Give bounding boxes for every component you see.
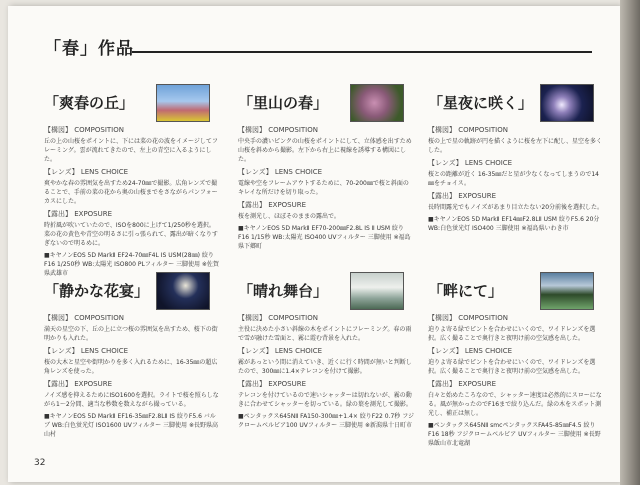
lens-label: 【レンズ】 LENS CHOICE [238,168,323,176]
work-title: 「晴れ舞台」 [238,282,329,300]
camera-meta: ■キヤノンEOS 5D MarkⅡ EF16-35㎜F2.8LⅡ IS 絞りF5.6 バルブ WB:白色蛍光灯 ISO1600 UVフィルター 三脚使用 ※長野県高山村 [44,413,218,438]
exposure-label: 【露出】 EXPOSURE [238,201,307,209]
exposure-text: 長時間露光でもノイズがあまり目立たない20分前後を選択した。 [428,204,604,211]
thumbnail-image [350,84,404,122]
exposure-label: 【露出】 EXPOSURE [44,210,113,218]
composition-text: 丘の上の山桜をポイントに、下には菜の花の波をイメージしてフレーミング。雲が流れてきたので、左上の青空に入るようにした。 [44,138,218,163]
composition-text: 迫りよ寄る緑でピントを合わせにいくので、ワイドレンズを選択。広く撮ることで奥行きと夜明け前の空気感を出した。 [428,326,596,342]
section-title: 「春」作品 [44,39,134,59]
lens-label: 【レンズ】 LENS CHOICE [428,347,513,355]
camera-meta: ■ペンタックス645NⅡ FA150-300㎜+1.4× 絞りF22 0.7秒 フジクロームベルビア100 UVフィルター 三脚使用 ※新潟県十日町市 [238,413,414,429]
work-block-5 [238,280,414,430]
exposure-label: 【露出】 EXPOSURE [428,380,497,388]
camera-meta: ■ペンタックス645NⅡ smcペンタックスFA45-85㎜F4.5 絞りF16 18秒 フジクロームベルビア UVフィルター 三脚使用 ※長野県飯山市北竜湖 [428,422,601,447]
lens-text: 霧があっという間に消えていき、近くに行く時間が無いと判断したので、300㎜に1.4×テレコンを付けて撮影。 [238,359,412,375]
work-title: 「星夜に咲く」 [428,94,534,112]
exposure-text: 時折風が吹いていたので、ISOを800に上げて1/250秒を選択。菜の花の黄色や青空の明るさに引っ張られて、露出が暗くなりすぎないので明るめに。 [44,222,218,247]
work-block-4 [44,280,220,439]
composition-label: 【構図】 COMPOSITION [44,314,124,322]
composition-text: 桜の上で星の軌跡が円を描くように桜を左下に配し、星空を多くした。 [428,138,603,154]
exposure-text: ノイズ感を抑えるためにISO1600を選択。ライトで桜を照らしながら1～2分間、適当な秒数を数えながら撮っている。 [44,392,219,408]
camera-meta: ■キヤノンEOS 5D MarkⅡ EF14㎜F2.8LⅡ USM 絞りF5.6 20分 WB:白色蛍光灯 ISO400 三脚使用 ※福島県いわき市 [428,216,600,232]
lens-label: 【レンズ】 LENS CHOICE [238,347,323,355]
thumbnail-image [156,84,210,122]
header-rule [132,51,592,53]
thumbnail-image [350,272,404,310]
exposure-text: 桜を測光し、ほぼそのままの露出で。 [238,213,340,220]
exposure-label: 【露出】 EXPOSURE [238,380,307,388]
composition-label: 【構図】 COMPOSITION [44,126,124,134]
lens-label: 【レンズ】 LENS CHOICE [428,159,513,167]
composition-label: 【構図】 COMPOSITION [428,126,508,134]
lens-label: 【レンズ】 LENS CHOICE [44,168,129,176]
exposure-label: 【露出】 EXPOSURE [44,380,113,388]
lens-text: 電線や空をフレームアウトするために、70-200㎜で桜と斜面のキレイな所だけを切り取った。 [238,180,409,196]
work-block-2 [238,92,414,251]
thumbnail-image [540,272,594,310]
camera-meta: ■キヤノンEOS 5D MarkⅡ EF24-70㎜F4L IS USM(28㎜) 絞りF16 1/250秒 WB:太陽光 ISO800 PLフィルター 三脚使用 ※佐賀県武雄市 [44,252,219,277]
work-title: 「爽春の丘」 [44,94,135,112]
lens-text: 桜の大木と星空や街明かりを多く入れるために、16-35㎜の超広角レンズを使った。 [44,359,218,375]
page-number: 32 [34,458,46,468]
composition-label: 【構図】 COMPOSITION [238,314,318,322]
composition-text: 主役に決めた小さい斜線の木をポイントにフレーミング。春の雨で雪が融けた雪面と、霧に霞む背景を入れた。 [238,326,412,342]
book-spine [620,0,640,485]
work-block-3 [428,92,604,233]
lens-text: 爽やかな春の雰囲気を出すため24-70㎜で撮影。広角レンズで撮ることで、手前の菜の花から奥の山桜までをさながらパンフォーカスにした。 [44,180,218,205]
work-title: 「静かな花宴」 [44,282,150,300]
thumbnail-image [156,272,210,310]
work-title: 「里山の春」 [238,94,329,112]
composition-text: 満天の星空の下、丘の上に立つ桜の雰囲気を出すため、桜下の街明かりも入れた。 [44,326,218,342]
work-title: 「畔にて」 [428,282,504,300]
composition-label: 【構図】 COMPOSITION [428,314,508,322]
lens-label: 【レンズ】 LENS CHOICE [44,347,129,355]
exposure-text: テレコンを付けているので速いシャッターは切れないが、霧の動きに合わせてシャッターを切っている。緑の葉を測光して撮影。 [238,392,412,408]
composition-label: 【構図】 COMPOSITION [238,126,318,134]
work-block-6 [428,280,604,448]
lens-text: 桜との距離が近く 16-35㎜だと星が少なくなってしまうので14㎜をチョイス。 [428,171,599,187]
work-block-1 [44,92,220,278]
composition-text: 中央手の濃いピンクの山桜をポイントにして、立体感を出すため山桜を斜めから撮影。左下から右上に視線を誘導する構図にした。 [238,138,412,163]
exposure-label: 【露出】 EXPOSURE [428,192,497,200]
camera-meta: ■キヤノンEOS 5D MarkⅡ EF70-200㎜F2.8L IS Ⅱ USM 絞りF16 1/15秒 WB:太陽光 ISO400 UVフィルター 三脚使用 ※福島県下郷町 [238,225,411,250]
exposure-text: 白々と始めたころなので、シャッター速度は必然的にスローになる。風が無かったのでF16まで絞り込んだ。緑の木をスポット測光し、補正は無し。 [428,392,602,417]
lens-text: 迫りよ寄る緑でピントを合わせにいくので、ワイドレンズを選択。広く撮ることで奥行きと夜明け前の空気感を出した。 [428,359,596,375]
thumbnail-image [540,84,594,122]
